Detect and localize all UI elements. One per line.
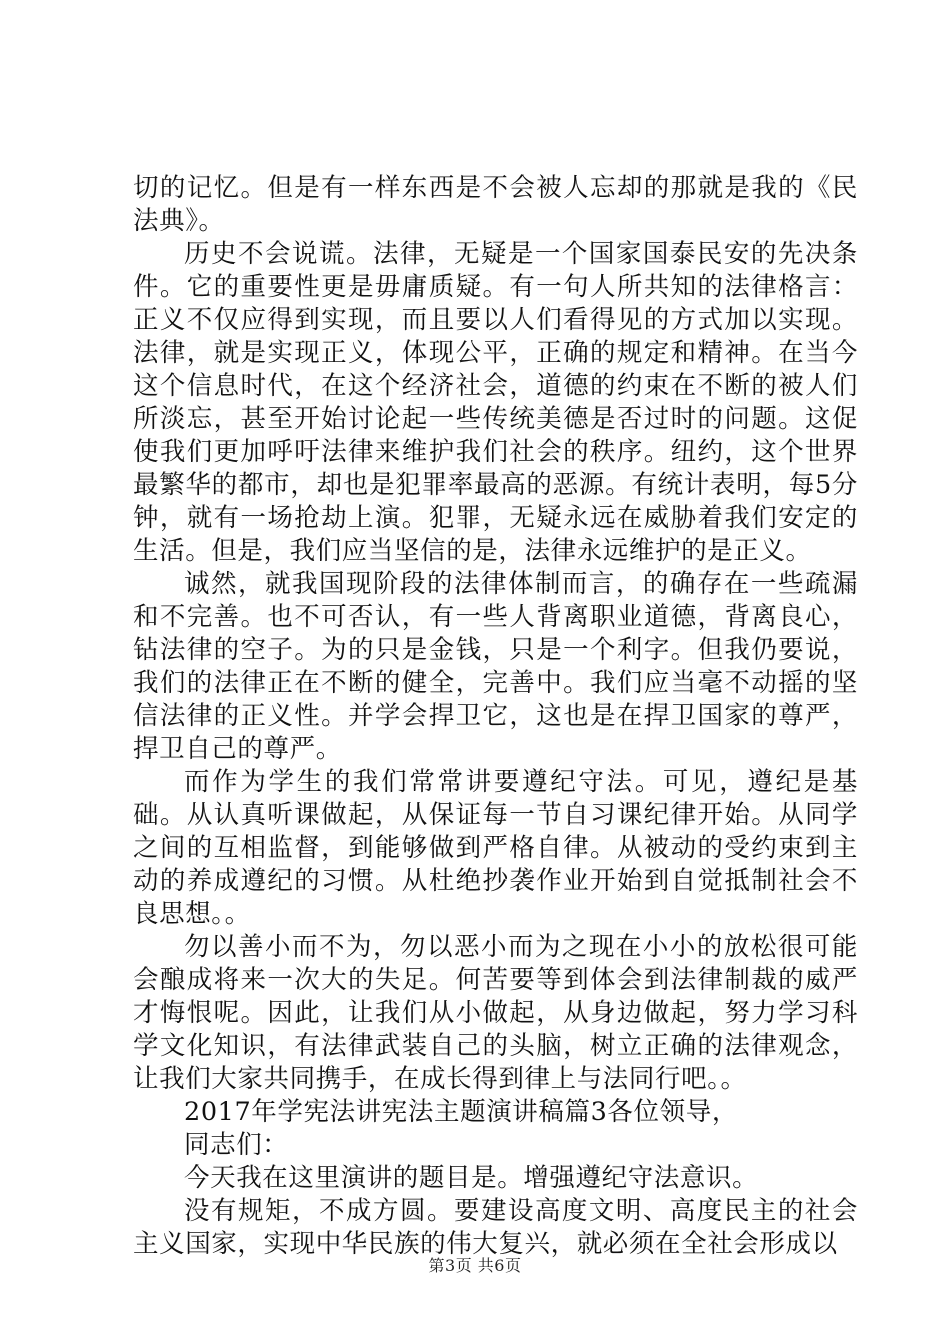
paragraph-1: 切的记忆。但是有一样东西是不会被人忘却的那就是我的《民法典》。 — [133, 173, 858, 236]
paragraph-9: 没有规矩，不成方圆。要建设高度文明、高度民主的社会主义国家，实现中华民族的伟大复兴，就必须在全社会形成以 — [133, 1196, 858, 1259]
page-number-footer: 第3页 共6页 — [428, 1256, 522, 1275]
paragraph-3: 诚然，就我国现阶段的法律体制而言，的确存在一些疏漏和不完善。也不可否认，有一些人背离职业道德，背离良心，钻法律的空子。为的只是金钱，只是一个利字。但我仍要说，我们的法律正在不断的健全，完善中。我们应当毫不动摇的坚信法律的正义性。并学会捍卫它，这也是在捍卫国家的尊严，捍卫自己的尊严。 — [133, 569, 858, 764]
paragraph-2: 历史不会说谎。法律，无疑是一个国家国泰民安的先决条件。它的重要性更是毋庸质疑。有一句人所共知的法律格言：正义不仅应得到实现，而且要以人们看得见的方式加以实现。法律，就是实现正义，体现公平，正确的规定和精神。在当今这个信息时代，在这个经济社会，道德的约束在不断的被人们所淡忘，甚至开始讨论起一些传统美德是否过时的问题。这促使我们更加呼吁法律来维护我们社会的秩序。纽约，这个世界最繁华的都市，却也是犯罪率最高的恶源。有统计表明，每5分钟，就有一场抢劫上演。犯罪，无疑永远在威胁着我们安定的生活。但是，我们应当坚信的是，法律永远维护的是正义。 — [133, 239, 858, 566]
paragraph-8: 今天我在这里演讲的题目是。增强遵纪守法意识。 — [184, 1163, 759, 1193]
document-body — [133, 172, 858, 1261]
paragraph-7: 同志们： — [184, 1130, 289, 1160]
paragraph-5: 勿以善小而不为，勿以恶小而为之现在小小的放松很可能会酿成将来一次大的失足。何苦要等到体会到法律制裁的威严才悔恨呢。因此，让我们从小做起，从身边做起，努力学习科学文化知识，有法律武装自己的头脑，树立正确的法律观念，让我们大家共同携手，在成长得到律上与法同行吧。。 — [133, 932, 858, 1094]
paragraph-6: 2017年学宪法讲宪法主题演讲稿篇3各位领导， — [184, 1097, 738, 1127]
paragraph-4: 而作为学生的我们常常讲要遵纪守法。可见，遵纪是基础。从认真听课做起，从保证每一节自习课纪律开始。从同学之间的互相监督，到能够做到严格自律。从被动的受约束到主动的养成遵纪的习惯。从杜绝抄袭作业开始到自觉抵制社会不良思想。。 — [133, 767, 858, 929]
